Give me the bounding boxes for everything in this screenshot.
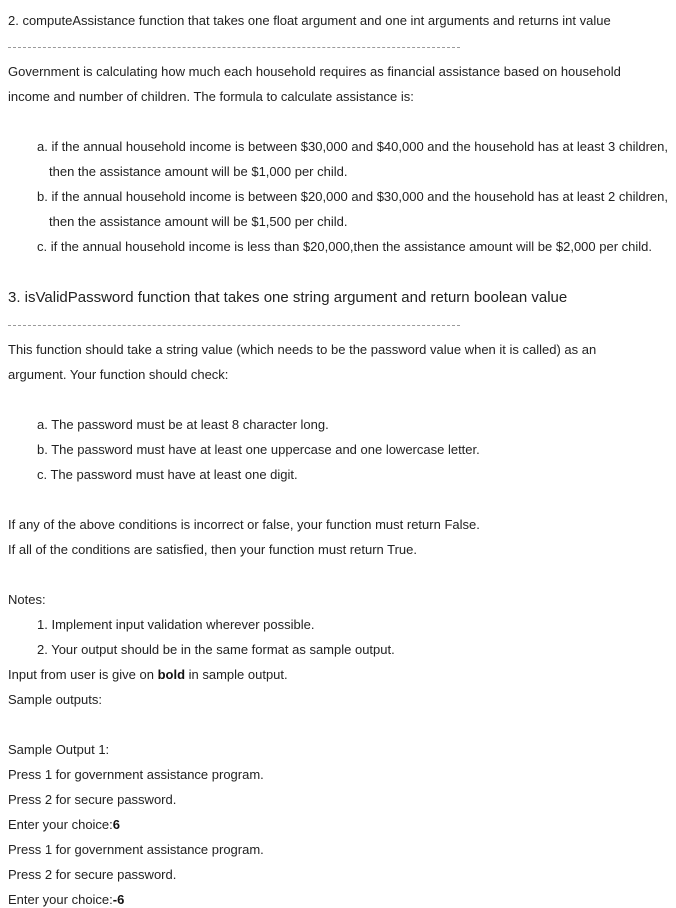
notes-label: Notes: (8, 592, 46, 607)
rule-c-line-1: c. if the annual household income is less than $20,000,then the assistance amount will be $2,000 per child. (37, 239, 653, 254)
input-note (8, 667, 288, 683)
sample-output-title: Sample Output 1: (8, 742, 110, 757)
section-3-divider (8, 325, 460, 326)
section-3-intro-line-1: This function should take a string value (which needs to be the password value when it is called) as an (8, 342, 597, 357)
sample-outputs-label: Sample outputs: (8, 692, 102, 707)
rule-b-line-1: b. if the annual household income is between $20,000 and $30,000 and the household has at least 2 children, (37, 189, 668, 204)
notes-item-2: 2. Your output should be in the same format as sample output. (37, 642, 395, 657)
rule-a-line-1: a. if the annual household income is between $30,000 and $40,000 and the household has at least 3 children, (37, 139, 668, 154)
result-false-text: If any of the above conditions is incorrect or false, your function must return False. (8, 517, 480, 532)
sample-line-4: Press 1 for government assistance program. (8, 842, 264, 857)
sample-line-3-prefix: Enter your choice: (8, 817, 113, 832)
check-a: a. The password must be at least 8 character long. (37, 417, 329, 432)
sample-line-6-prefix: Enter your choice: (8, 892, 113, 907)
section-2-heading: 2. computeAssistance function that takes one float argument and one int arguments and returns int value (8, 13, 611, 28)
section-2-intro-line-2: income and number of children. The formula to calculate assistance is: (8, 89, 414, 104)
notes-item-1: 1. Implement input validation wherever possible. (37, 617, 315, 632)
section-2-divider (8, 47, 460, 48)
rule-b-line-2: then the assistance amount will be $1,500 per child. (49, 214, 348, 229)
input-note-prefix: Input from user is give on (8, 667, 158, 682)
rule-a-line-2: then the assistance amount will be $1,000 per child. (49, 164, 348, 179)
sample-line-5: Press 2 for secure password. (8, 867, 177, 882)
check-b: b. The password must have at least one uppercase and one lowercase letter. (37, 442, 480, 457)
sample-line-3 (8, 817, 120, 833)
result-true-text: If all of the conditions are satisfied, then your function must return True. (8, 542, 417, 557)
check-c: c. The password must have at least one digit. (37, 467, 298, 482)
section-3-heading: 3. isValidPassword function that takes one string argument and return boolean value (8, 289, 568, 306)
sample-line-1: Press 1 for government assistance program. (8, 767, 264, 782)
sample-line-2: Press 2 for secure password. (8, 792, 177, 807)
section-2-intro-line-1: Government is calculating how much each household requires as financial assistance based on household (8, 64, 621, 79)
sample-line-6 (8, 892, 124, 908)
section-3-intro-line-2: argument. Your function should check: (8, 367, 229, 382)
input-note-suffix: in sample output. (185, 667, 288, 682)
input-note-bold: bold (157, 667, 186, 682)
sample-line-3-input: 6 (112, 817, 121, 832)
sample-line-6-input: -6 (112, 892, 125, 907)
